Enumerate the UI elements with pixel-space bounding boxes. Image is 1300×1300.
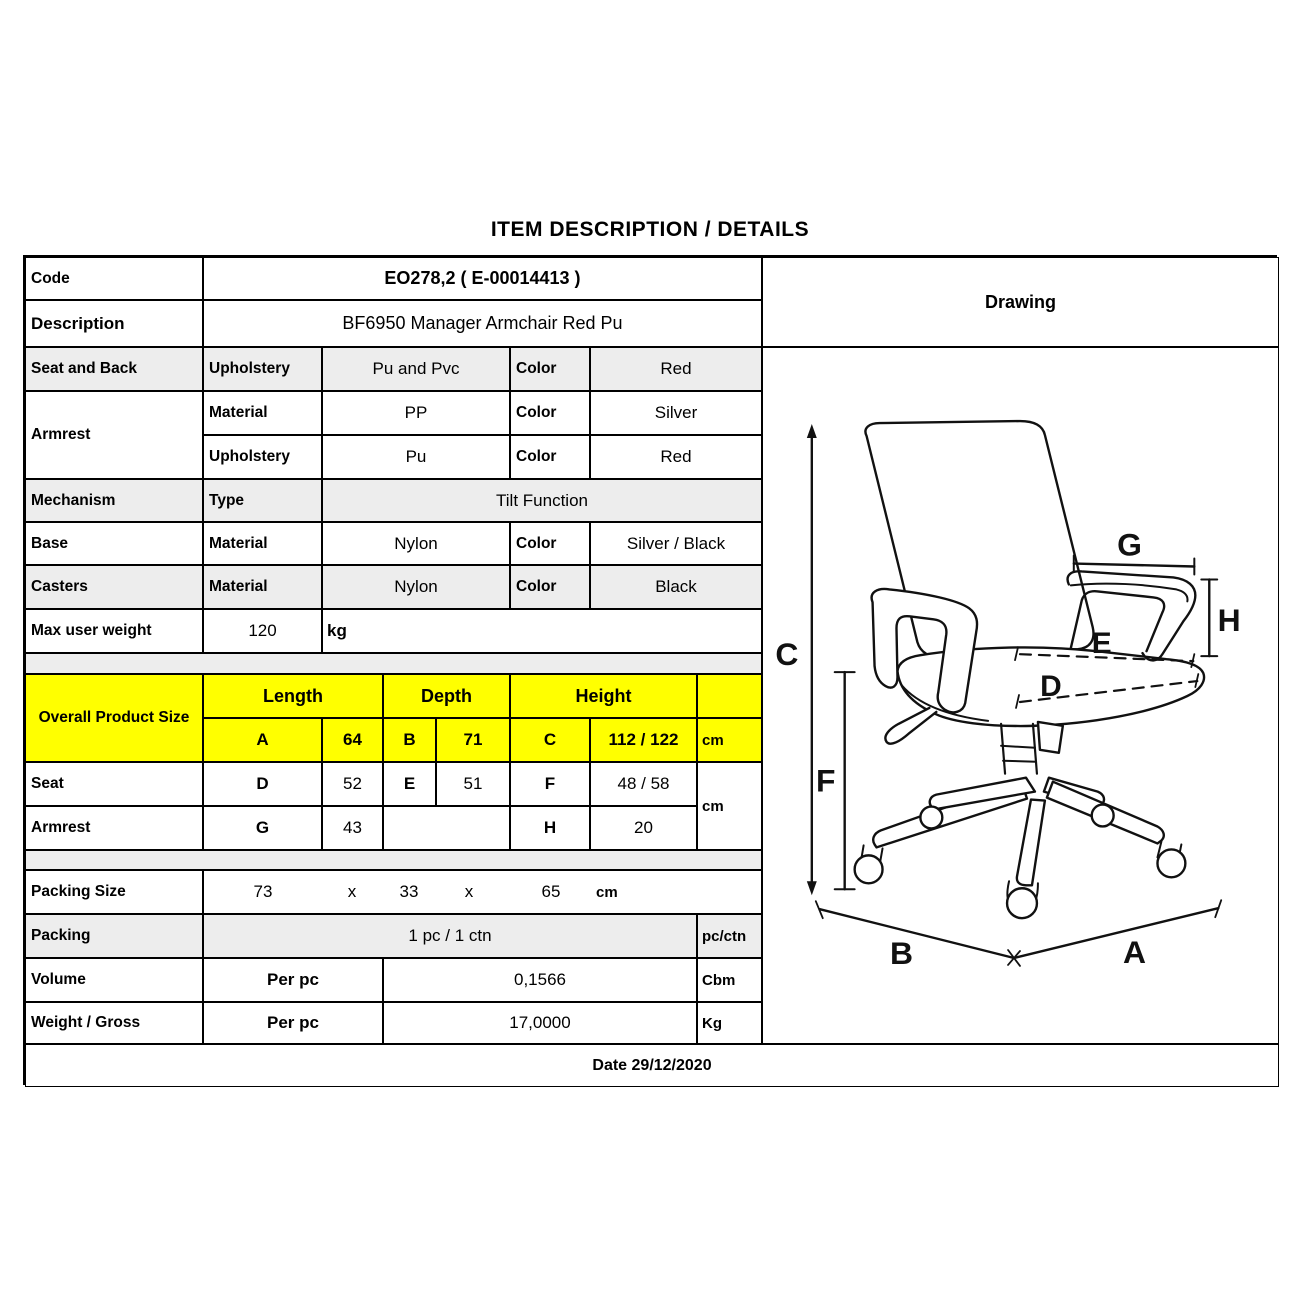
- packing-size-label: Packing Size: [25, 870, 203, 914]
- dim-a-letter: A: [203, 718, 322, 762]
- volume-basis: Per pc: [203, 958, 383, 1002]
- size-header-empty: [697, 674, 762, 718]
- casters-attr: Material: [203, 565, 322, 609]
- packing-label: Packing: [25, 914, 203, 958]
- dim-c-value: 112 / 122: [590, 718, 697, 762]
- base-material: Nylon: [322, 522, 510, 565]
- dim-b-value: 71: [436, 718, 510, 762]
- packing-unit: pc/ctn: [697, 914, 762, 958]
- volume-value: 0,1566: [383, 958, 697, 1002]
- seat-dims-label: Seat: [25, 762, 203, 806]
- dim-label-b: B: [889, 934, 913, 971]
- drawing-area: [762, 347, 1279, 1044]
- dim-h-value: 20: [590, 806, 697, 850]
- packing-size-v1: 73: [253, 882, 273, 901]
- size-col-length: Length: [203, 674, 383, 718]
- packing-value: 1 pc / 1 ctn: [203, 914, 697, 958]
- dim-a-value: 64: [322, 718, 383, 762]
- armrest-material-attr: Material: [203, 391, 322, 435]
- dim-label-f: F: [816, 762, 836, 799]
- seat-back-material: Pu and Pvc: [322, 347, 510, 391]
- dim-c-letter: C: [510, 718, 590, 762]
- armrest-upholstery-color-value: Red: [590, 435, 762, 479]
- code-label: Code: [25, 257, 203, 300]
- dim-f-value: 48 / 58: [590, 762, 697, 806]
- packing-size-v3: 65: [541, 882, 561, 901]
- weight-label: Weight / Gross: [25, 1002, 203, 1044]
- dim-h-letter: H: [510, 806, 590, 850]
- dim-label-h: H: [1217, 602, 1241, 639]
- dim-b-letter: B: [383, 718, 436, 762]
- max-weight-label: Max user weight: [25, 609, 203, 653]
- seat-armrest-unit: cm: [697, 762, 762, 850]
- dim-e-letter: E: [383, 762, 436, 806]
- mechanism-attr: Type: [203, 479, 322, 522]
- base-color-label: Color: [510, 522, 590, 565]
- dim-label-d: D: [1040, 669, 1062, 703]
- base-color-value: Silver / Black: [590, 522, 762, 565]
- casters-color-label: Color: [510, 565, 590, 609]
- armrest-dims-label: Armrest: [25, 806, 203, 850]
- packing-size-unit: cm: [596, 883, 618, 901]
- code-value: EO278,2 ( E-00014413 ): [203, 257, 762, 300]
- separator-band: [25, 850, 762, 870]
- armrest-material-value: PP: [322, 391, 510, 435]
- dim-g-value: 43: [322, 806, 383, 850]
- description-value: BF6950 Manager Armchair Red Pu: [203, 300, 762, 347]
- dim-label-e: E: [1091, 627, 1112, 661]
- weight-value: 17,0000: [383, 1002, 697, 1044]
- page-title: ITEM DESCRIPTION / DETAILS: [490, 218, 810, 241]
- volume-label: Volume: [25, 958, 203, 1002]
- spec-table: [23, 255, 1277, 1085]
- base-label: Base: [25, 522, 203, 565]
- armrest-material-color-value: Silver: [590, 391, 762, 435]
- dim-label-a: A: [1123, 933, 1147, 970]
- seat-back-label: Seat and Back: [25, 347, 203, 391]
- armrest-upholstery-value: Pu: [322, 435, 510, 479]
- size-group-label: Overall Product Size: [25, 674, 203, 762]
- dim-g-letter: G: [203, 806, 322, 850]
- armrest-dims-empty: [383, 806, 510, 850]
- chair-drawing: [763, 347, 1278, 1044]
- dim-d-value: 52: [322, 762, 383, 806]
- seat-back-color-label: Color: [510, 347, 590, 391]
- armrest-label: Armrest: [25, 391, 203, 479]
- casters-label: Casters: [25, 565, 203, 609]
- dim-label-g: G: [1117, 526, 1142, 563]
- packing-size-sep2: x: [464, 882, 474, 901]
- casters-color-value: Black: [590, 565, 762, 609]
- packing-size-sep1: x: [347, 882, 357, 901]
- dim-d-letter: D: [203, 762, 322, 806]
- volume-unit: Cbm: [697, 958, 762, 1002]
- seat-back-attr: Upholstery: [203, 347, 322, 391]
- weight-unit: Kg: [697, 1002, 762, 1044]
- armrest-upholstery-attr: Upholstery: [203, 435, 322, 479]
- casters-material: Nylon: [322, 565, 510, 609]
- packing-size-value: [203, 870, 762, 914]
- date-row: Date 29/12/2020: [25, 1044, 1279, 1087]
- max-weight-value: 120: [203, 609, 322, 653]
- mechanism-label: Mechanism: [25, 479, 203, 522]
- seat-back-color-value: Red: [590, 347, 762, 391]
- max-weight-unit: kg: [322, 609, 762, 653]
- drawing-header: Drawing: [762, 257, 1279, 347]
- packing-size-v2: 33: [399, 882, 419, 901]
- dim-f-letter: F: [510, 762, 590, 806]
- weight-basis: Per pc: [203, 1002, 383, 1044]
- mechanism-value: Tilt Function: [322, 479, 762, 522]
- armrest-material-color-label: Color: [510, 391, 590, 435]
- dim-label-c: C: [775, 636, 799, 673]
- separator-band: [25, 653, 762, 674]
- base-attr: Material: [203, 522, 322, 565]
- size-col-height: Height: [510, 674, 697, 718]
- dim-e-value: 51: [436, 762, 510, 806]
- armrest-upholstery-color-label: Color: [510, 435, 590, 479]
- size-col-depth: Depth: [383, 674, 510, 718]
- description-label: Description: [25, 300, 203, 347]
- size-unit: cm: [697, 718, 762, 762]
